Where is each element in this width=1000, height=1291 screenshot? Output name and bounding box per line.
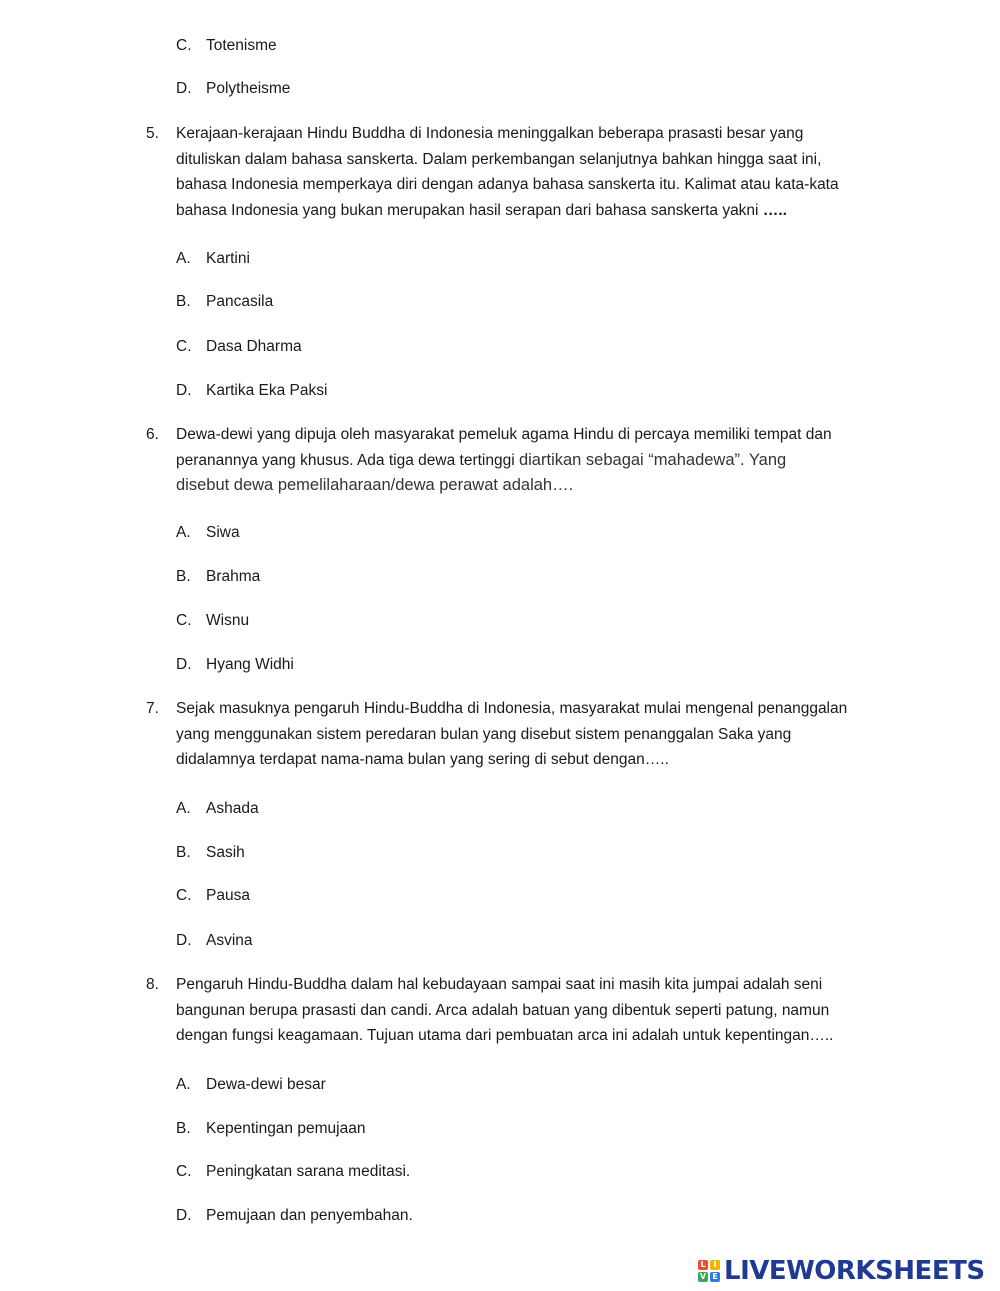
question-6-option-a[interactable]: A. Siwa	[176, 524, 240, 541]
option-d-prev[interactable]: D. Polytheisme	[176, 80, 291, 97]
question-6-option-c[interactable]: C. Wisnu	[176, 612, 250, 629]
question-5-option-a[interactable]: A. Kartini	[176, 250, 250, 267]
question-8-option-b[interactable]: B. Kepentingan pemujaan	[176, 1120, 366, 1137]
question-6-option-d[interactable]: D. Hyang Widhi	[176, 656, 294, 673]
question-8-number: 8.	[146, 976, 159, 993]
question-5-option-c[interactable]: C. Dasa Dharma	[176, 338, 302, 355]
question-6-text: Dewa-dewi yang dipuja oleh masyarakat pemeluk agama Hindu di percaya memiliki tempat dan peranannya yang khusus. Ada tiga dewa tertinggi diartikan sebagai “mahadewa”. Yang disebut dewa pemelilaharaan/dewa perawat adalah….	[176, 426, 832, 494]
question-6-number: 6.	[146, 426, 159, 443]
question-7-option-d[interactable]: D. Asvina	[176, 932, 253, 949]
option-c-prev[interactable]: C. Totenisme	[176, 37, 277, 54]
question-7-text: Sejak masuknya pengaruh Hindu-Buddha di Indonesia, masyarakat mulai mengenal penanggalan yang menggunakan sistem peredaran bulan yang disebut sistem penanggalan Saka yang didalamnya terdapat nama-nama bulan yang sering di sebut dengan…..	[176, 700, 848, 768]
question-7-option-a[interactable]: A. Ashada	[176, 800, 259, 817]
question-7-option-c[interactable]: C. Pausa	[176, 887, 250, 904]
question-8-option-c[interactable]: C. Peningkatan sarana meditasi.	[176, 1163, 411, 1180]
question-6-option-b[interactable]: B. Brahma	[176, 568, 261, 585]
question-5-number: 5.	[146, 125, 159, 142]
logo-text: LIVEWORKSHEETS	[724, 1256, 985, 1286]
question-8-option-a[interactable]: A. Dewa-dewi besar	[176, 1076, 326, 1093]
question-7-number: 7.	[146, 700, 159, 717]
question-7-option-b[interactable]: B. Sasih	[176, 844, 245, 861]
question-8-option-d[interactable]: D. Pemujaan dan penyembahan.	[176, 1207, 413, 1224]
question-5-option-b[interactable]: B. Pancasila	[176, 293, 274, 310]
question-5-text: Kerajaan-kerajaan Hindu Buddha di Indonesia meninggalkan beberapa prasasti besar yang dituliskan dalam bahasa sanskerta. Dalam perkembangan selanjutnya bahkan hingga saat ini, bahasa Indonesia memperkaya diri dengan adanya bahasa sanskerta itu. Kalimat atau kata-kata bahasa Indonesia yang bukan merupakan hasil serapan dari bahasa sanskerta yakni …..	[176, 125, 839, 219]
logo-mark-icon: L I V E	[698, 1260, 720, 1282]
question-8-text: Pengaruh Hindu-Buddha dalam hal kebudayaan sampai saat ini masih kita jumpai adalah seni bangunan berupa prasasti dan candi. Arca adalah batuan yang dibentuk seperti patung, namun dengan fungsi keagamaan. Tujuan utama dari pembuatan arca ini adalah untuk kepentingan…..	[176, 976, 834, 1044]
question-5-option-d[interactable]: D. Kartika Eka Paksi	[176, 382, 328, 399]
liveworksheets-logo	[698, 1258, 985, 1284]
